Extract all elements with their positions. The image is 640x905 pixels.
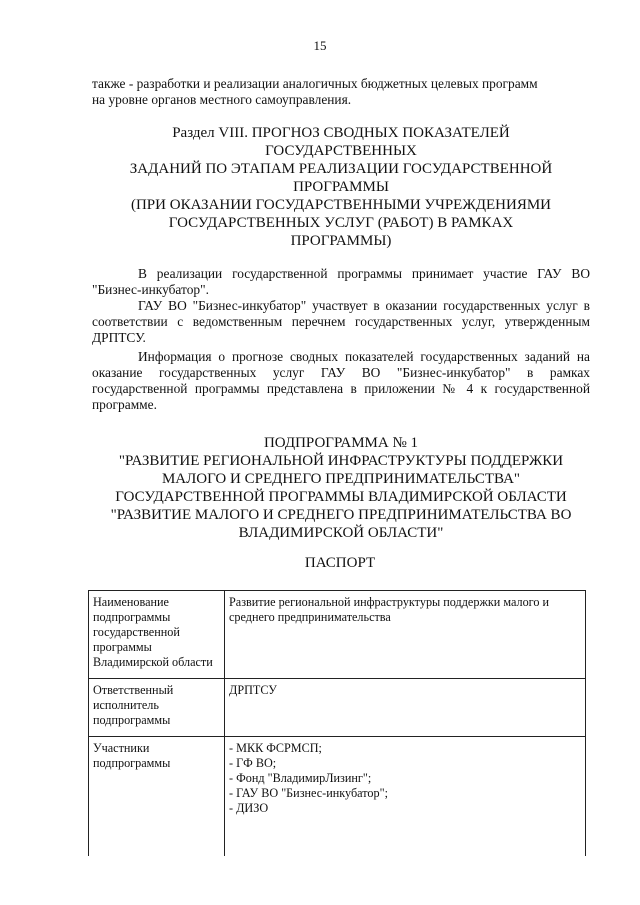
value-line: - ГФ ВО; [229, 756, 277, 770]
section-heading-line: ЗАДАНИЙ ПО ЭТАПАМ РЕАЛИЗАЦИИ ГОСУДАРСТВЕННОЙ [129, 161, 553, 177]
label-line: Владимирской области [93, 655, 213, 669]
section-heading-line: ПРОГРАММЫ) [290, 233, 392, 249]
row-label [89, 679, 225, 737]
row-label [89, 737, 225, 857]
subprogram-heading-line: "РАЗВИТИЕ РЕГИОНАЛЬНОЙ ИНФРАСТРУКТУРЫ ПОДДЕРЖКИ [118, 453, 564, 469]
subprogram-heading [92, 434, 590, 542]
page-number: 15 [313, 38, 327, 53]
label-line: Наименование [93, 595, 169, 609]
table-row [89, 679, 586, 737]
label-line: подпрограммы [93, 713, 171, 727]
value-line: - Фонд "ВладимирЛизинг"; [229, 771, 372, 785]
label-line: исполнитель [93, 698, 159, 712]
row-value [225, 737, 586, 857]
row-value [225, 591, 586, 679]
subprogram-heading-line: МАЛОГО И СРЕДНЕГО ПРЕДПРИНИМАТЕЛЬСТВА" [161, 471, 521, 487]
paragraph-services: ГАУ ВО "Бизнес-инкубатор" участвует в оказании государственных услуг в соответствии с ведомственным перечнем государственных услуг, утвержденным ДРПТСУ. [92, 298, 590, 345]
paragraph-forecast-info: Информация о прогнозе сводных показателей государственных заданий на оказание государственных услуг ГАУ ВО "Бизнес-инкубатор" в рамках государственной программы представлена в приложении № 4 к государственной программе. [92, 349, 590, 412]
row-value [225, 679, 586, 737]
section-heading-line: ГОСУДАРСТВЕННЫХ [265, 143, 417, 159]
paragraph-participation: В реализации государственной программы принимает участие ГАУ ВО "Бизнес-инкубатор". [92, 266, 590, 297]
subprogram-heading-line: ГОСУДАРСТВЕННОЙ ПРОГРАММЫ ВЛАДИМИРСКОЙ ОБЛАСТИ [115, 489, 567, 505]
value-line: - МКК ФСРМСП; [229, 741, 322, 755]
intro-line: также - разработки и реализации аналогичных бюджетных целевых программ [92, 76, 538, 91]
section-heading-line: ПРОГРАММЫ [293, 179, 389, 195]
passport-table [88, 590, 586, 856]
value-line: - ДИЗО [229, 801, 269, 815]
row-label [89, 591, 225, 679]
subprogram-heading-line: "РАЗВИТИЕ МАЛОГО И СРЕДНЕГО ПРЕДПРИНИМАТЕЛЬСТВА ВО [110, 507, 572, 523]
table-row [89, 737, 586, 857]
section-heading-line: (ПРИ ОКАЗАНИИ ГОСУДАРСТВЕННЫМИ УЧРЕЖДЕНИЯМИ [130, 197, 551, 213]
label-line: Ответственный [93, 683, 174, 697]
subprogram-heading-line: ПОДПРОГРАММА № 1 [263, 435, 419, 451]
section-heading-line: ГОСУДАРСТВЕННЫХ УСЛУГ (РАБОТ) В РАМКАХ [168, 215, 514, 231]
value-line: Развитие региональной инфраструктуры поддержки малого и [229, 595, 550, 609]
section-heading-line: Раздел VIII. ПРОГНОЗ СВОДНЫХ ПОКАЗАТЕЛЕЙ [172, 125, 510, 141]
label-line: программы [93, 640, 152, 654]
value-line: ДРПТСУ [229, 683, 277, 697]
table-row [89, 591, 586, 679]
passport-title: ПАСПОРТ [304, 555, 376, 571]
value-line: среднего предпринимательства [229, 610, 391, 624]
subprogram-heading-line: ВЛАДИМИРСКОЙ ОБЛАСТИ" [238, 525, 444, 541]
section-heading [92, 124, 590, 250]
intro-line: на уровне органов местного самоуправления. [92, 92, 352, 107]
label-line: подпрограммы [93, 610, 171, 624]
intro-paragraph [92, 76, 590, 108]
label-line: Участники [93, 741, 150, 755]
value-line: - ГАУ ВО "Бизнес-инкубатор"; [229, 786, 388, 800]
label-line: подпрограммы [93, 756, 171, 770]
label-line: государственной [93, 625, 180, 639]
